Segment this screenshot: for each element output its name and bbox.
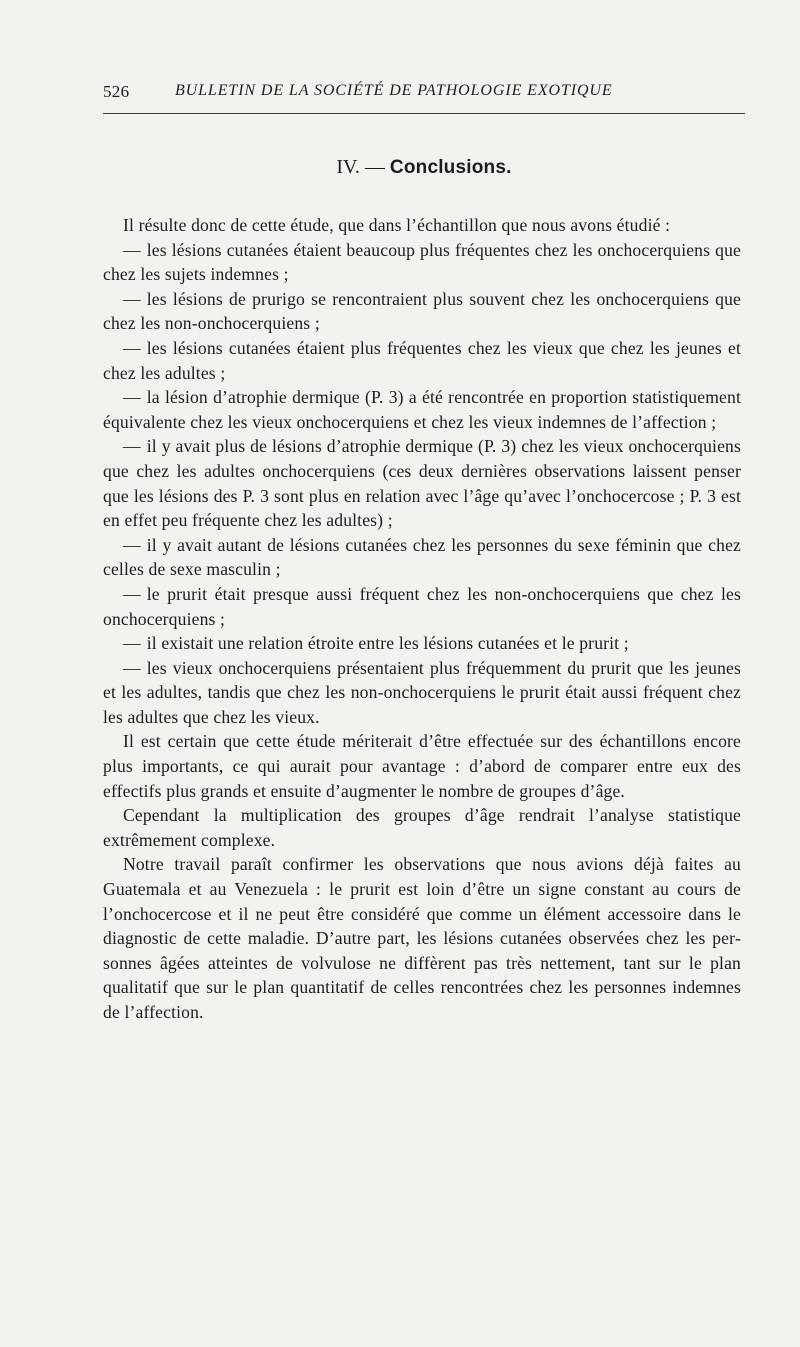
journal-title: BULLETIN DE LA SOCIÉTÉ DE PATHOLOGIE EXOTIQUE — [175, 82, 613, 99]
finding-item — [103, 434, 741, 532]
item-dash: — — [123, 387, 141, 408]
running-head — [103, 82, 745, 108]
page-number: 526 — [103, 82, 130, 101]
intro-paragraph: Il résulte donc de cette étude, que dans l’échantillon que nous avons étudié : — [123, 215, 671, 235]
item-dash: — — [123, 657, 141, 678]
section-heading — [103, 156, 745, 179]
item-dash: — — [123, 337, 141, 358]
finding-item — [103, 238, 741, 287]
item-dash: — — [123, 534, 141, 555]
finding-text: le prurit était presque aussi fréquent chez les non-onchocerquiens que chez les onchocerquiens ; — [103, 583, 741, 629]
finding-text: il y avait plus de lésions d’atrophie dermique (P. 3) chez les vieux onchocerquiens que chez les adultes onchocerquiens (ces deux dernières observations laissent penser que les lésions des P. 3 sont plus en relation avec l’âge qu’avec l’onchocercose ; P. 3 est en effet peu fréquente chez les adultes) ; — [103, 436, 741, 531]
item-dash: — — [123, 288, 141, 309]
header-rule — [103, 113, 745, 114]
finding-item — [103, 533, 741, 582]
body-paragraph: Il est certain que cette étude mériterait d’être effectuée sur des échantillons encore plus importants, ce qui aurait pour avantage : d’abord de comparer entre eux des effectifs plus grands et ensuite d’augmenter le nombre de groupes d’âge. — [103, 731, 741, 801]
item-dash: — — [123, 436, 141, 457]
finding-text: les vieux onchocerquiens présentaient plus fréquemment du prurit que les jeunes et les adultes, tandis que chez les non-onchocerquiens le prurit était aussi fréquent chez les adultes que chez les vieux. — [103, 657, 741, 727]
section-separator: — — [364, 156, 385, 178]
finding-text: il y avait autant de lésions cutanées chez les personnes du sexe féminin que chez celles de sexe masculin ; — [103, 534, 741, 580]
finding-text: les lésions cutanées étaient plus fréquentes chez les vieux que chez les jeunes et chez les adultes ; — [103, 337, 741, 383]
item-dash: — — [123, 633, 141, 654]
article-body — [103, 213, 741, 1025]
finding-text: les lésions de prurigo se rencontraient plus souvent chez les onchocerquiens que chez les non-onchocerquiens ; — [103, 288, 741, 334]
item-dash: — — [123, 583, 141, 604]
body-paragraph: Notre travail paraît confirmer les observations que nous avions déjà faites au Guatemala et au Venezuela : le prurit est loin d’être un signe constant au cours de l’onchocercose et il ne peut être considéré que comme un élément accessoire dans le diagnostic de cette maladie. D’autre part, les lésions cutanées observées chez les personnes âgées atteintes de volvulose ne diffèrent pas très nettement, tant sur le plan qualitatif que sur le plan quantitatif de celles rencontrées chez les personnes indemnes de l’affection. — [103, 854, 741, 1022]
section-number: IV. — [336, 156, 360, 178]
finding-item — [103, 656, 741, 730]
finding-text: il existait une relation étroite entre les lésions cutanées et le prurit ; — [146, 633, 629, 654]
finding-item — [103, 287, 741, 336]
section-title: Conclusions. — [389, 157, 512, 178]
body-paragraph: Cependant la multiplication des groupes d’âge rendrait l’analyse statistique extrêmement complexe. — [103, 805, 741, 850]
finding-item — [103, 385, 741, 434]
finding-text: la lésion d’atrophie dermique (P. 3) a été rencontrée en proportion statistiquement équivalente chez les vieux onchocerquiens et chez les vieux indemnes de l’affection ; — [103, 387, 741, 432]
finding-item — [103, 582, 741, 631]
finding-item — [103, 336, 741, 385]
finding-text: les lésions cutanées étaient beaucoup plus fréquentes chez les onchocerquiens que chez les sujets indemnes ; — [103, 239, 741, 285]
item-dash: — — [123, 239, 141, 260]
finding-item — [103, 631, 741, 656]
